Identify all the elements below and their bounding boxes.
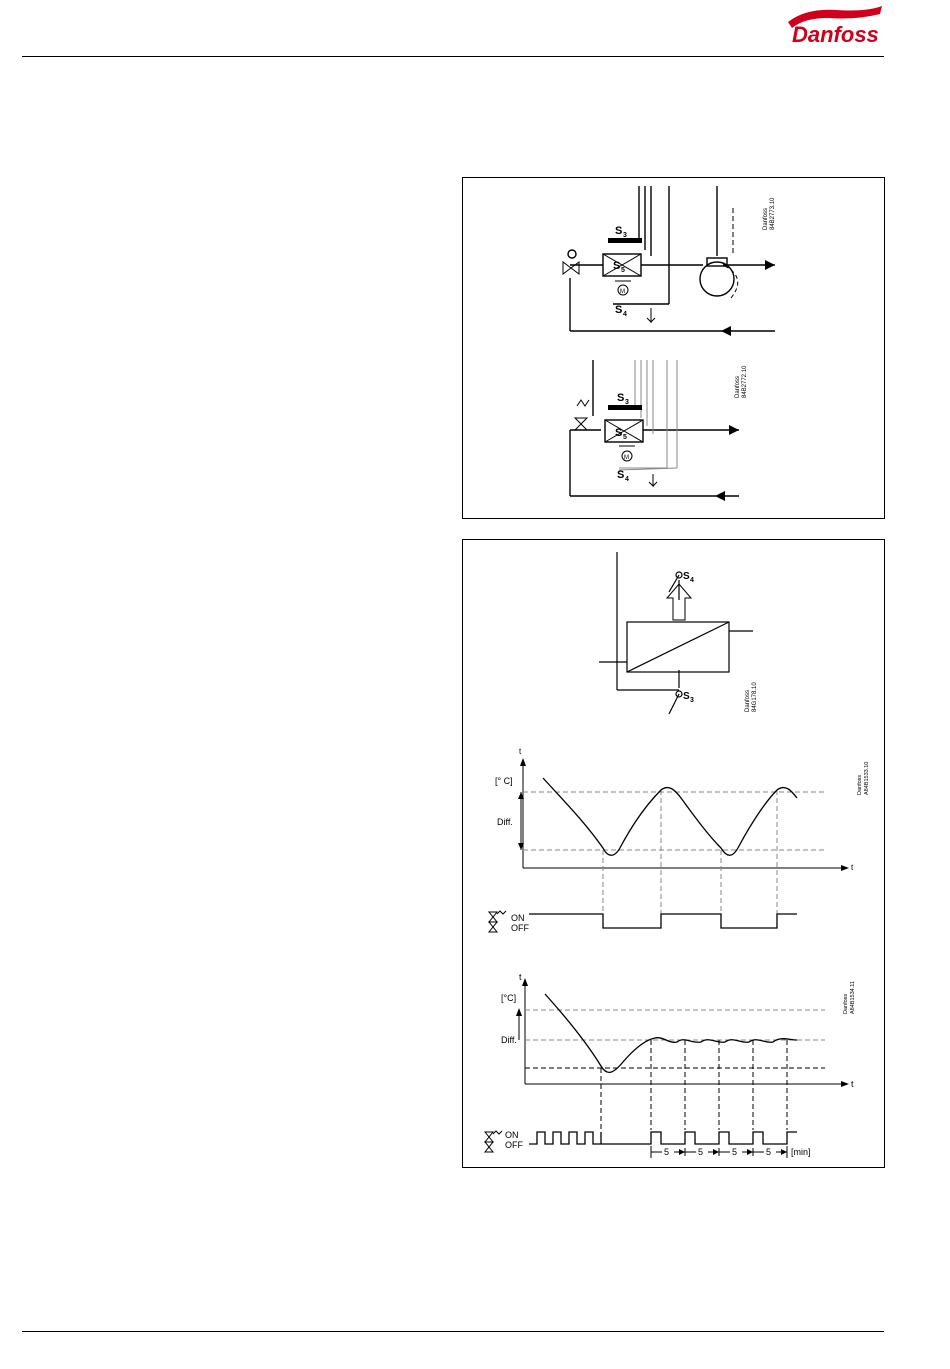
chart2-off: OFF	[505, 1140, 523, 1150]
chart1-code-line2: A84B1533.10	[864, 761, 870, 795]
footer-rule	[22, 1331, 884, 1332]
chart1-on: ON	[511, 913, 525, 923]
schematic-s4-sub: 4	[690, 577, 694, 584]
s3-sub-b: 3	[625, 399, 629, 406]
refrigeration-diagrams-box	[462, 177, 885, 519]
chart1-off: OFF	[511, 923, 529, 933]
chart1-code-line1: Danfoss	[857, 774, 863, 795]
s5-sub-b: 5	[623, 434, 627, 441]
thermostat-charts	[463, 540, 884, 1167]
interval-4: 5	[766, 1147, 772, 1157]
chart2-code-line2: A84B1534.11	[850, 981, 856, 1014]
s3-sub-a: 3	[623, 232, 627, 239]
chart2-y-unit: [°C]	[501, 993, 517, 1003]
s5-sub-a: 5	[621, 267, 625, 274]
chart2-code-line1: Danfoss	[843, 993, 849, 1014]
s4-sub-a: 4	[623, 311, 627, 318]
interval-3: 5	[732, 1147, 738, 1157]
chart1-diff: Diff.	[497, 817, 513, 827]
code-b-line2: 84B2772.10	[742, 365, 748, 398]
s5-label-a: S	[613, 260, 621, 272]
motor-label-b: M	[624, 455, 629, 461]
s5-label-b: S	[615, 427, 623, 439]
chart1-x-symbol: t	[851, 863, 854, 872]
chart2-y-symbol: t	[519, 972, 522, 982]
schematic-code-line1: Danfoss	[745, 689, 751, 712]
schematic-code-line2: 84G178.10	[752, 682, 758, 712]
interval-2: 5	[698, 1147, 704, 1157]
motor-label-a: M	[620, 289, 625, 295]
chart1-y-symbol: t	[519, 747, 522, 756]
thermostat-diagrams-box	[462, 539, 885, 1168]
schematic-s3-sub: 3	[690, 697, 694, 704]
schematic-s3-label: S	[683, 691, 690, 702]
s3-label-a: S	[615, 225, 623, 237]
piping-schematics	[463, 178, 884, 518]
chart2-valve-icon	[485, 1131, 502, 1152]
chart2-diff: Diff.	[501, 1035, 517, 1045]
schematic-s4-label: S	[683, 571, 690, 582]
brand-text: Danfoss	[792, 22, 879, 47]
chart2-x-symbol: t	[851, 1079, 854, 1089]
s3-label-b: S	[617, 392, 625, 404]
chart2-on: ON	[505, 1130, 519, 1140]
s4-label-a: S	[615, 304, 623, 316]
interval-1: 5	[664, 1147, 670, 1157]
s4-sub-b: 4	[625, 476, 629, 483]
code-b-line1: Danfoss	[735, 375, 741, 398]
chart1-y-unit: [° C]	[495, 776, 513, 786]
code-a-line2: 84B2773.10	[770, 197, 776, 230]
chart1-valve-icon	[489, 911, 506, 932]
header-rule	[22, 56, 884, 57]
interval-unit: [min]	[791, 1147, 811, 1157]
s4-label-b: S	[617, 469, 625, 481]
code-a-line1: Danfoss	[763, 207, 769, 230]
danfoss-logo	[770, 4, 900, 48]
